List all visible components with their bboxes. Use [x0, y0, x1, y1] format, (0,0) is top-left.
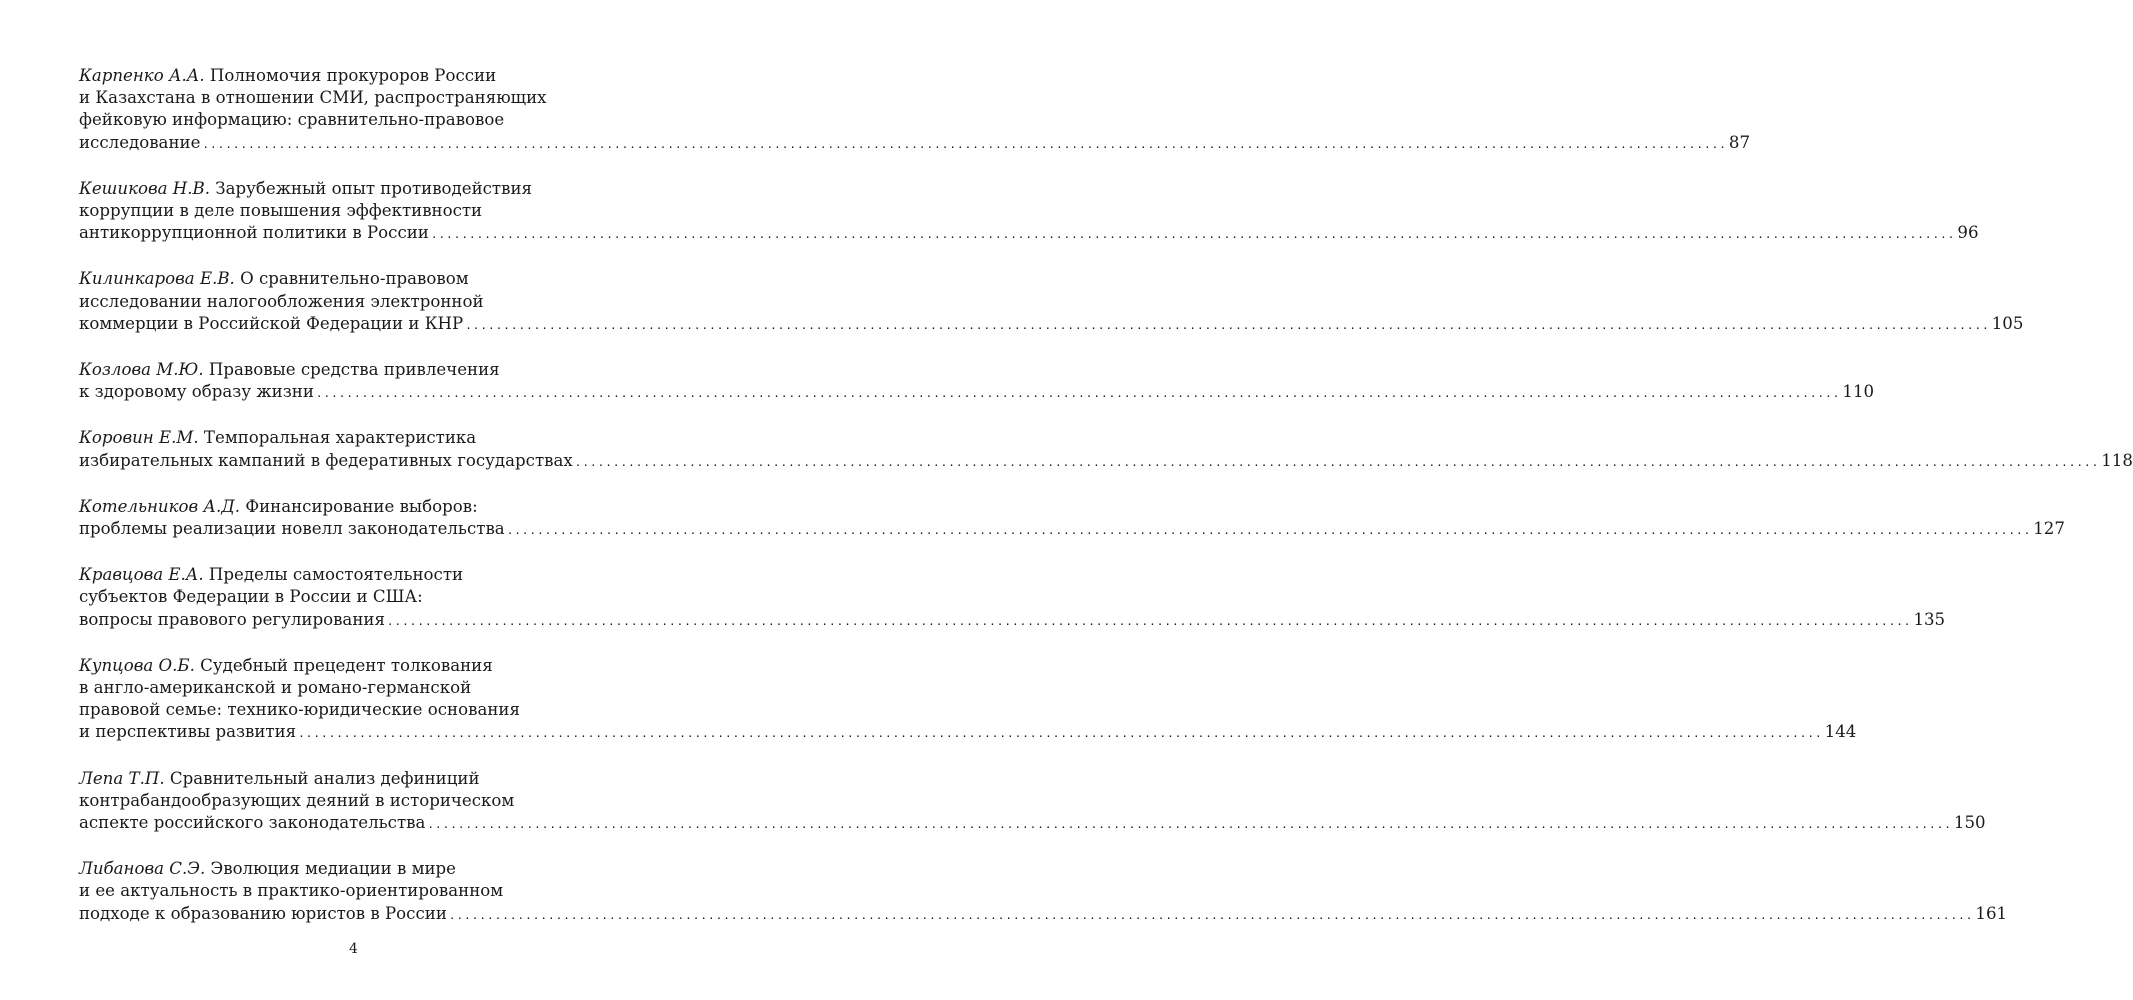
toc-entry-author: Килинкарова Е.В. — [79, 269, 235, 289]
toc-entry-last-line — [79, 518, 2065, 542]
toc-entry-page-number[interactable]: 144 — [1824, 722, 1857, 742]
toc-entry[interactable] — [79, 359, 1875, 405]
dot-leader: ........................................................................................................................................................................................................ — [506, 524, 2032, 538]
toc-entry-title-start: Правовые средства привлечения — [203, 360, 500, 380]
toc-entry-first-line — [79, 655, 640, 677]
toc-entry-author: Карпенко А.А. — [79, 66, 205, 85]
toc-entry-title-line: в англо-американской и романо-германской — [79, 678, 472, 698]
toc-entry-title-end: аспекте российского законодательства — [79, 813, 426, 833]
toc-entry-title-line: и Казахстана в отношении СМИ, распространяющих — [79, 88, 547, 108]
toc-entry-first-line — [79, 178, 640, 200]
dot-leader: ........................................................................................................................................................................................................ — [202, 137, 1727, 151]
toc-entry-page-number[interactable]: 105 — [1991, 313, 2024, 333]
toc-entry-title-start: Пределы самостоятельности — [203, 565, 464, 585]
toc-entry-title-line: контрабандообразующих деяний в историческом — [79, 790, 515, 810]
toc-entry-last-line — [79, 450, 2133, 474]
toc-entry-author: Лепа Т.П. — [79, 768, 165, 788]
toc-entry-title-line: правовой семье: технико-юридические основания — [79, 700, 520, 720]
toc-entry-author: Либанова С.Э. — [79, 859, 206, 879]
dot-leader: ........................................................................................................................................................................................................ — [298, 727, 1823, 741]
toc-entry-author: Купцова О.Б. — [79, 655, 195, 675]
toc-entry-title-end: вопросы правового регулирования — [79, 609, 385, 629]
dot-leader: ........................................................................................................................................................................................................ — [386, 614, 1912, 628]
toc-entry-last-line — [79, 132, 1751, 156]
toc-entry[interactable] — [79, 65, 1751, 156]
toc-entry-author: Котельников А.Д. — [79, 496, 241, 516]
dot-leader: ........................................................................................................................................................................................................ — [427, 818, 1952, 832]
toc-entry-title-start: Сравнительный анализ дефиниций — [164, 768, 480, 788]
toc-entry-title-end: антикоррупционной политики в России — [79, 223, 429, 243]
toc-entry[interactable] — [79, 858, 2008, 927]
toc-entry-title-end: подходе к образованию юристов в России — [79, 903, 447, 923]
toc-entry-title-start: О сравнительно-правовом — [234, 269, 469, 289]
toc-entry-author: Кравцова Е.А. — [79, 565, 204, 585]
toc-entry-author: Кешикова Н.В. — [79, 178, 211, 198]
page-number: 4 — [349, 941, 358, 957]
dot-leader: ........................................................................................................................................................................................................ — [430, 228, 1956, 242]
toc-entry-title-end: и перспективы развития — [79, 722, 297, 742]
toc-entry-first-line — [79, 564, 640, 586]
toc-entry-last-line — [79, 903, 2008, 927]
toc-entry[interactable] — [79, 564, 1946, 633]
toc-entry[interactable] — [79, 178, 1979, 247]
toc-entry-title-end: к здоровому образу жизни — [79, 382, 314, 402]
toc-entry-last-line — [79, 381, 1875, 405]
dot-leader: ........................................................................................................................................................................................................ — [465, 318, 1990, 332]
toc-entry-first-line — [79, 768, 640, 790]
toc-entry[interactable] — [79, 427, 2133, 473]
toc-entry-title-end: исследование — [79, 132, 201, 152]
toc-entry-page-number[interactable]: 110 — [1842, 382, 1875, 402]
toc-entry-page-number[interactable]: 161 — [1975, 903, 2008, 923]
toc-entry-page-number[interactable]: 118 — [2101, 450, 2133, 470]
table-of-contents — [79, 65, 2133, 949]
toc-entry-page-number[interactable]: 135 — [1913, 609, 1946, 629]
toc-entry-title-start: Судебный прецедент толкования — [194, 655, 493, 675]
toc-entry-title-start: Зарубежный опыт противодействия — [210, 178, 532, 198]
toc-entry-last-line — [79, 721, 1857, 745]
toc-entry-title-line: коррупции в деле повышения эффективности — [79, 201, 483, 221]
dot-leader: ........................................................................................................................................................................................................ — [448, 908, 1974, 922]
toc-entry-author: Коровин Е.М. — [79, 428, 199, 448]
toc-entry-last-line — [79, 222, 1979, 246]
toc-entry[interactable] — [79, 655, 1857, 746]
toc-entry-title-start: Полномочия прокуроров России — [204, 66, 497, 85]
toc-entry-title-line: и ее актуальность в практико-ориентированном — [79, 881, 504, 901]
toc-entry-title-end: избирательных кампаний в федеративных государствах — [79, 450, 573, 470]
toc-entry-title-line: фейковую информацию: сравнительно-правовое — [79, 110, 505, 130]
toc-entry-first-line — [79, 65, 640, 87]
toc-entry-title-end: проблемы реализации новелл законодательства — [79, 519, 505, 539]
toc-entry-title-start: Финансирование выборов: — [240, 496, 478, 516]
toc-entry-last-line — [79, 609, 1946, 633]
toc-entry-title-end: коммерции в Российской Федерации и КНР — [79, 313, 464, 333]
toc-entry[interactable] — [79, 496, 2065, 542]
toc-entry-first-line — [79, 359, 640, 381]
toc-entry-page-number[interactable]: 127 — [2033, 519, 2065, 539]
toc-entry[interactable] — [79, 268, 2024, 337]
toc-entry-page-number[interactable]: 87 — [1728, 132, 1751, 152]
toc-entry-page-number[interactable]: 96 — [1957, 223, 1979, 243]
toc-entry[interactable] — [79, 768, 1986, 837]
toc-entry-title-start: Эволюция медиации в мире — [205, 859, 457, 879]
toc-entry-first-line — [79, 427, 640, 449]
toc-entry-author: Козлова М.Ю. — [79, 360, 204, 380]
toc-entry-page-number[interactable]: 150 — [1953, 813, 1986, 833]
toc-entry-title-start: Темпоральная характеристика — [198, 428, 477, 448]
toc-entry-last-line — [79, 812, 1986, 836]
toc-entry-first-line — [79, 496, 640, 518]
dot-leader: ........................................................................................................................................................................................................ — [315, 387, 1841, 401]
toc-entry-last-line — [79, 313, 2024, 337]
toc-entry-title-line: субъектов Федерации в России и США: — [79, 587, 423, 607]
toc-entry-title-line: исследовании налогообложения электронной — [79, 291, 484, 311]
toc-entry-first-line — [79, 268, 640, 290]
toc-entry-first-line — [79, 858, 640, 880]
dot-leader: ........................................................................................................................................................................................................ — [574, 455, 2100, 469]
